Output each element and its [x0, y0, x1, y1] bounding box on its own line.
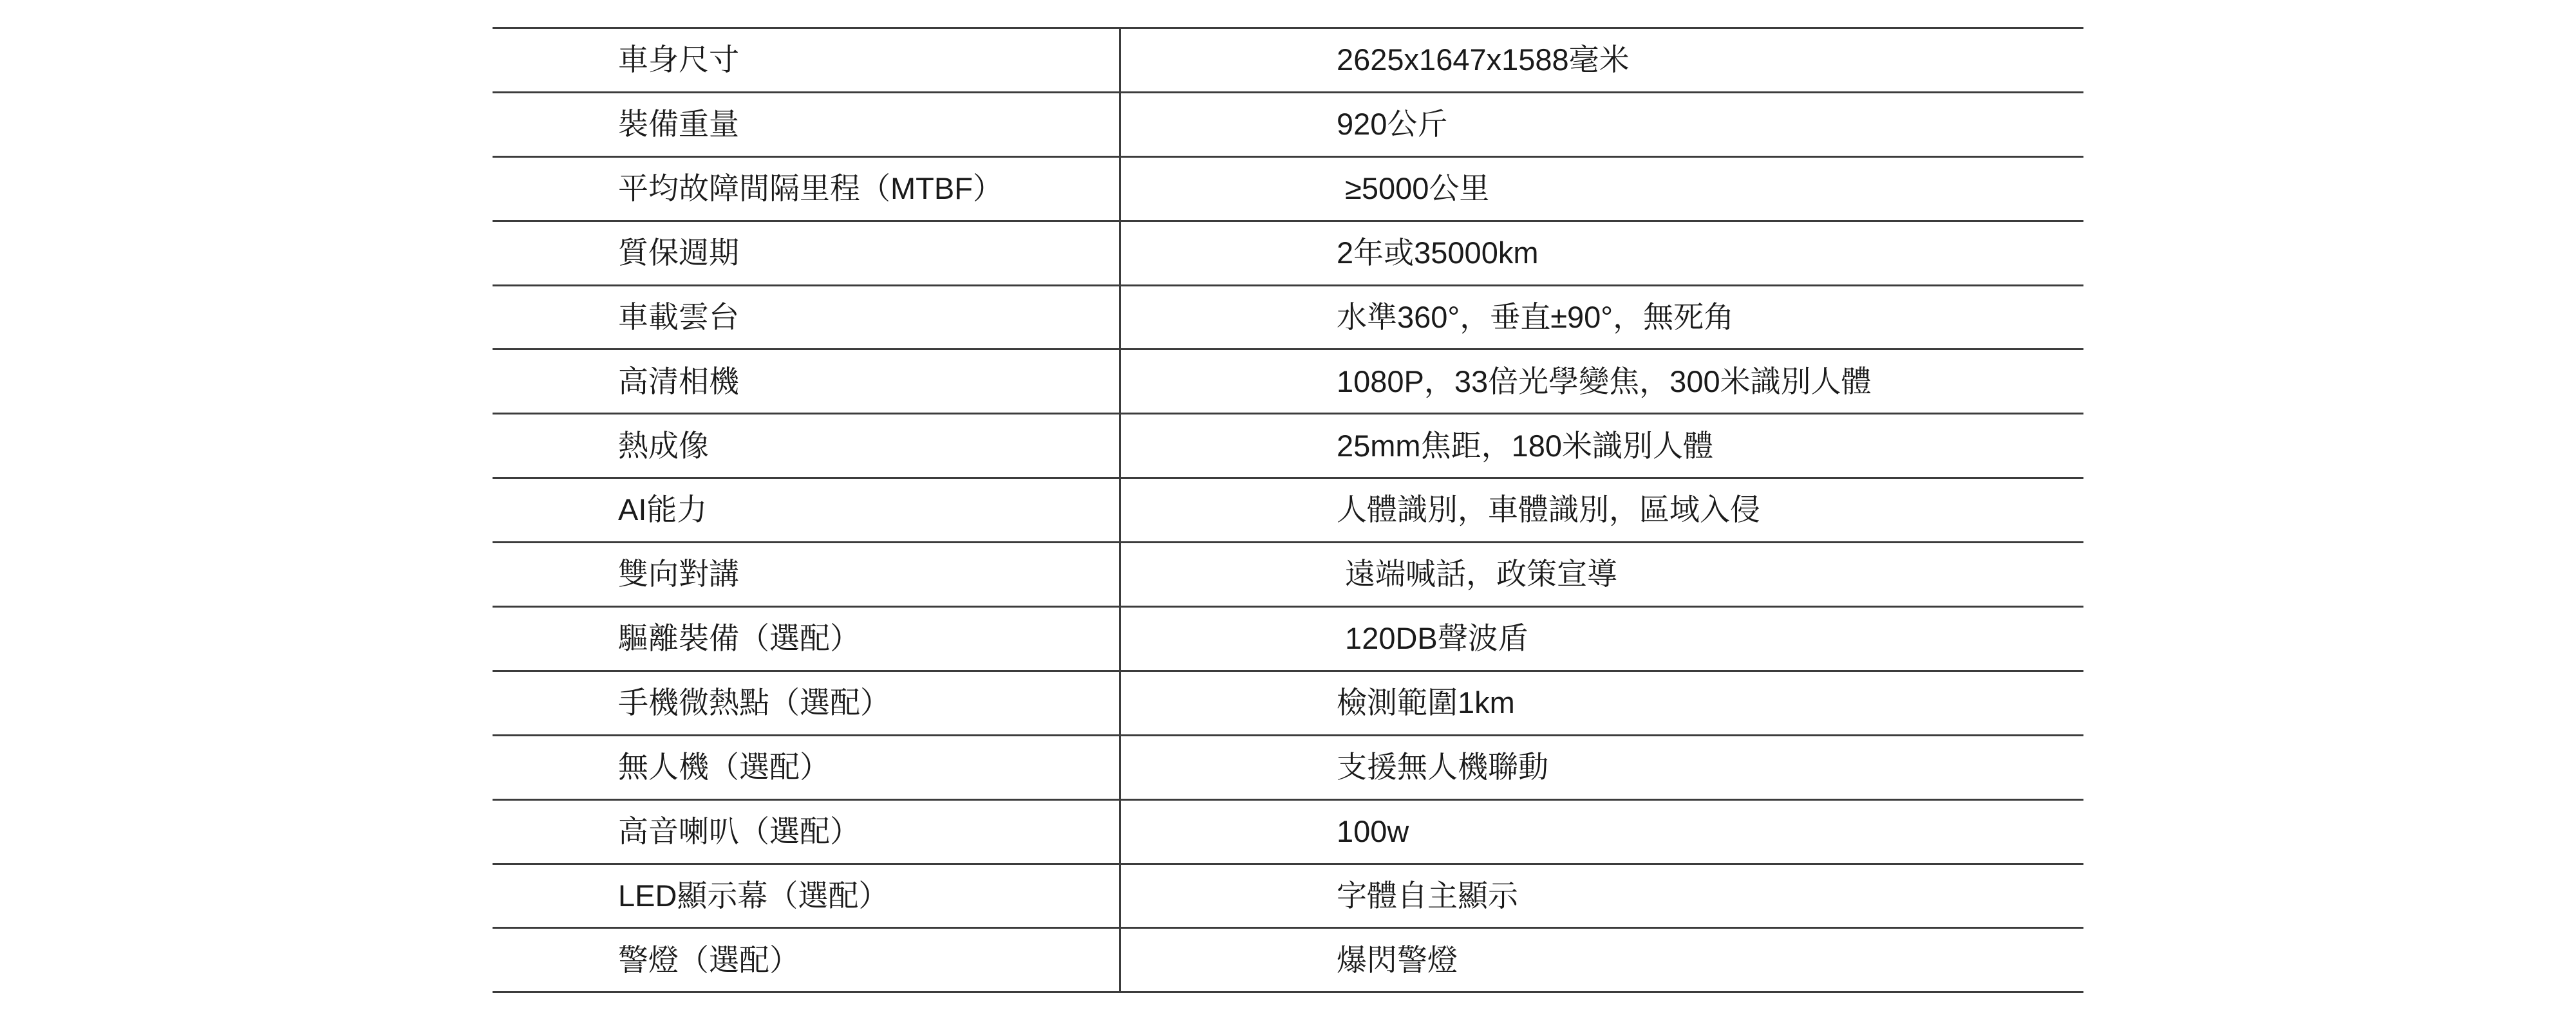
- spec-label: 平均故障間隔里程（MTBF）: [618, 171, 1003, 206]
- table-row: [493, 672, 2083, 736]
- spec-label: 警燈（選配）: [618, 942, 800, 977]
- spec-value: 920公斤: [1119, 93, 2083, 156]
- table-row: [493, 736, 2083, 801]
- table-row: [493, 479, 2083, 543]
- spec-label: AI能力: [618, 492, 708, 527]
- spec-value: 支援無人機聯動: [1119, 736, 2083, 799]
- spec-label: 車身尺寸: [618, 42, 739, 77]
- spec-value: 1080P，33倍光學變焦，300米識別人體: [1119, 350, 2083, 413]
- spec-label: 手機微熱點（選配）: [618, 685, 890, 720]
- spec-table: [493, 27, 2083, 993]
- table-row: [493, 414, 2083, 479]
- spec-value: 100w: [1119, 801, 2083, 863]
- spec-label: 高清相機: [618, 364, 739, 398]
- spec-label: 驅離裝備（選配）: [618, 621, 860, 656]
- table-row: [493, 543, 2083, 608]
- spec-value: 爆閃警燈: [1119, 929, 2083, 991]
- spec-label: 質保週期: [618, 235, 739, 270]
- spec-value: ≥5000公里: [1119, 158, 2083, 220]
- table-row: [493, 350, 2083, 414]
- spec-value: 遠端喊話，政策宣導: [1119, 543, 2083, 606]
- spec-value: 120DB聲波盾: [1119, 608, 2083, 670]
- table-row: [493, 158, 2083, 222]
- spec-label: 熱成像: [618, 428, 709, 463]
- table-row: [493, 929, 2083, 993]
- table-row: [493, 801, 2083, 865]
- spec-value: 水準360°，垂直±90°，無死角: [1119, 286, 2083, 349]
- spec-label: 車載雲台: [618, 299, 739, 334]
- spec-value: 25mm焦距，180米識別人體: [1119, 414, 2083, 477]
- table-row: [493, 93, 2083, 158]
- spec-value: 人體識別，車體識別，區域入侵: [1119, 479, 2083, 541]
- spec-label: 無人機（選配）: [618, 750, 830, 785]
- spec-label: LED顯示幕（選配）: [618, 878, 889, 913]
- spec-label: 裝備重量: [618, 107, 739, 142]
- spec-value: 字體自主顯示: [1119, 865, 2083, 927]
- table-row: [493, 608, 2083, 672]
- spec-value: 檢測範圍1km: [1119, 672, 2083, 734]
- spec-value: 2625x1647x1588毫米: [1119, 29, 2083, 91]
- spec-label: 雙向對講: [618, 557, 739, 591]
- spec-value: 2年或35000km: [1119, 222, 2083, 284]
- table-row: [493, 865, 2083, 929]
- table-row: [493, 29, 2083, 93]
- table-row: [493, 222, 2083, 286]
- spec-label: 高音喇叭（選配）: [618, 814, 860, 848]
- table-row: [493, 286, 2083, 351]
